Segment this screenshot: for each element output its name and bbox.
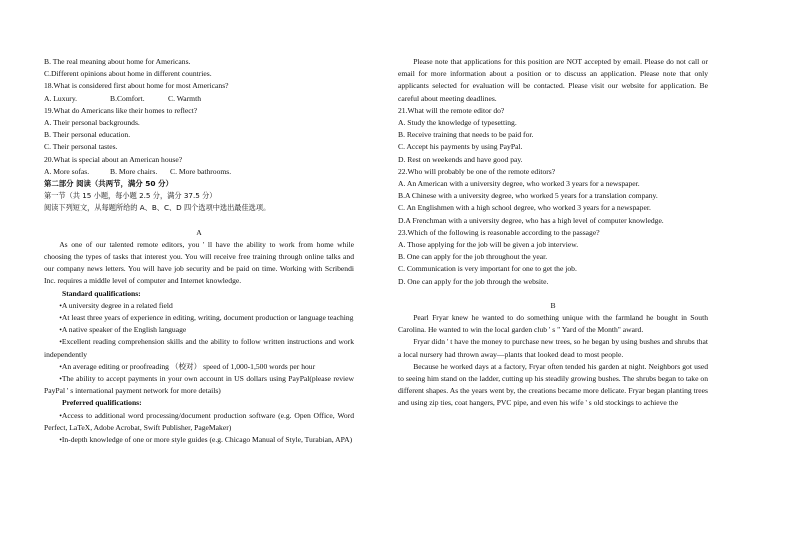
- preferred-item-2: •In-depth knowledge of one or more style guides (e.g. Chicago Manual of Style, Turabian, APA): [59, 435, 353, 445]
- q21-option-c: C. Accept his payments by using PayPal.: [398, 142, 523, 152]
- passage-b-paragraph-1: Pearl Fryar knew he wanted to do something unique with the farmland he bought in South Carolina. He wanted to win the local garden club ' s " Yard of the Month" award.: [398, 313, 708, 335]
- q19-option-c: C. Their personal tastes.: [44, 142, 118, 152]
- q19-question: 19.What do Americans like their homes to reflect?: [44, 105, 198, 115]
- q22-question: 22.Who will probably be one of the remote editors?: [398, 166, 556, 176]
- standard-item-5: •An average editing or proofreading （校对） speed of 1,000-1,500 words per hour: [59, 361, 316, 371]
- standard-item-6: •The ability to accept payments in your own account in US dollars using PayPal(please review PayPal ' s international payment network for more details): [44, 374, 354, 396]
- q20-option-c: C. More bathrooms.: [170, 166, 232, 176]
- spacer: [44, 215, 354, 227]
- q18-question: 18.What is considered first about home for most Americans?: [44, 81, 229, 91]
- preferred-qualifications-title: Preferred qualifications:: [62, 398, 142, 408]
- q18-options: [44, 93, 354, 105]
- q20-options: [44, 166, 354, 178]
- q23-option-a: A. Those applying for the job will be given a job interview.: [398, 240, 579, 250]
- standard-qualifications-title: Standard qualifications:: [62, 288, 141, 298]
- q20-question: 20.What is special about an American house?: [44, 154, 183, 164]
- q21-option-d: D. Rest on weekends and have good pay.: [398, 154, 523, 164]
- q17-option-c: C.Different opinions about home in different countries.: [44, 69, 212, 79]
- q23-question: 23.Which of the following is reasonable according to the passage?: [398, 227, 600, 237]
- application-notice: Please note that applications for this position are NOT accepted by email. Please do not call or email for more information about a position or to discuss an application. Please note that only applicants selected for evaluation will be contacted. Please visit our website for application. Be careful about meeting deadlines.: [398, 57, 708, 103]
- standard-item-1: •A university degree in a related field: [59, 300, 173, 310]
- passage-a-intro: As one of our talented remote editors, you ' ll have the ability to work from home while choosing the types of tasks that interest you. You will receive free training through online talks and our company news letters. You will have job security and be paid on time. Working with Scribendi Inc. requires a middle level of computer and Internet knowledge.: [44, 239, 354, 286]
- q17-option-b: B. The real meaning about home for Americans.: [44, 57, 191, 66]
- preferred-item-1: •Access to additional word processing/document production software (e.g. Open Office, Word Perfect, LaTeX, Adobe Acrobat, Swift Publisher, PageMaker): [44, 410, 354, 432]
- passage-b-paragraph-3: Because he worked days at a factory, Fryar often tended his garden at night. Neighbors got used to seeing him stand on the ladder, cutting up his steadily growing bushes. The shrubs began to take on different shapes. As the years went by, the creations became more delicate. Fryar began planting trees and using zip ties, coat hangers, PVC pipe, and even his wife ' s old stockings to achieve the: [398, 361, 708, 408]
- q21-option-a: A. Study the knowledge of typesetting.: [398, 118, 517, 128]
- q21-question: 21.What will the remote editor do?: [398, 105, 505, 115]
- section1-title: 第一节（共 15 小题，每小题 2.5 分，满分 37.5 分）: [44, 191, 217, 201]
- standard-item-4: •Excellent reading comprehension skills and the ability to follow written instructions and work independently: [44, 337, 354, 359]
- right-column: [398, 56, 708, 410]
- q19-option-a: A. Their personal backgrounds.: [44, 118, 140, 128]
- q22-option-c: C. An Englishmen with a high school degree, who worked 3 years for a newspaper.: [398, 203, 651, 213]
- standard-item-2: •At least three years of experience in editing, writing, document production or language teaching: [59, 313, 354, 323]
- reading-instruction: 阅读下列短文，从每题所给的 A、B、C、D 四个选项中选出最佳选项。: [44, 203, 271, 213]
- spacer: [398, 288, 708, 300]
- standard-item-3: •A native speaker of the English language: [59, 325, 187, 335]
- passage-b-paragraph-2: Fryar didn ' t have the money to purchase new trees, so he began by using bushes and shrubs that a local nursery had thrown away—plants that looked dead to most people.: [398, 337, 708, 359]
- q20-option-a: A. More sofas.: [44, 166, 90, 176]
- part2-title: 第二部分 阅读（共两节，满分 50 分）: [44, 179, 173, 189]
- q22-option-a: A. An American with a university degree, who worked 3 years for a newspaper.: [398, 179, 640, 189]
- q22-option-b: B.A Chinese with a university degree, who worked 5 years for a translation company.: [398, 191, 658, 201]
- q18-option-c: C. Warmth: [168, 93, 201, 103]
- q23-option-b: B. One can apply for the job throughout the year.: [398, 252, 548, 262]
- q18-option-a: A. Luxury.: [44, 93, 78, 103]
- q19-option-b: B. Their personal education.: [44, 130, 131, 140]
- passage-a-label: A: [196, 227, 202, 237]
- q20-option-b: B. More chairs.: [110, 166, 158, 176]
- q18-option-b: B.Comfort.: [110, 93, 145, 103]
- passage-b-label: B: [550, 300, 556, 310]
- q22-option-d: D.A Frenchman with a university degree, who has a high level of computer knowledge.: [398, 215, 664, 225]
- q21-option-b: B. Receive training that needs to be paid for.: [398, 130, 534, 140]
- q23-option-c: C. Communication is very important for one to get the job.: [398, 264, 577, 274]
- left-column: [44, 56, 354, 446]
- q23-option-d: D. One can apply for the job through the website.: [398, 276, 549, 286]
